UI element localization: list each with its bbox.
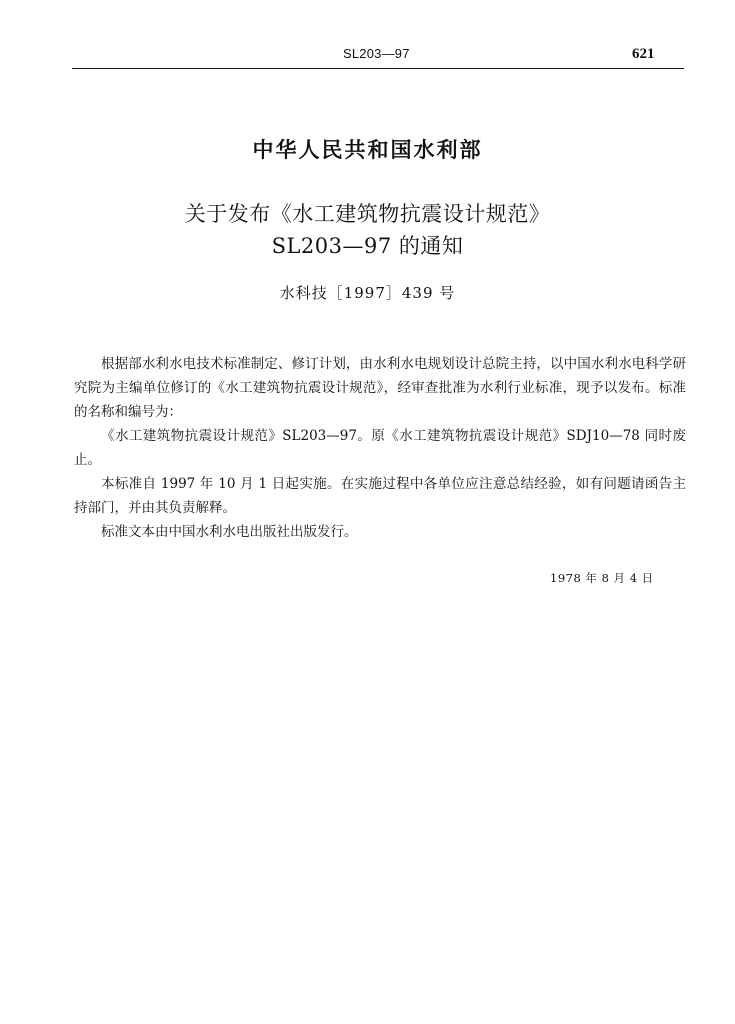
issuing-authority: 中华人民共和国水利部 bbox=[252, 137, 483, 162]
body-paragraph: 《水工建筑物抗震设计规范》SL203—97。原《水工建筑物抗震设计规范》SDJ10—78 同时废止。 bbox=[74, 428, 686, 468]
header-standard-code: SL203—97 bbox=[343, 46, 410, 61]
document-number: 水科技［1997］439 号 bbox=[279, 284, 456, 302]
issue-date: 1978 年 8 月 4 日 bbox=[550, 571, 654, 585]
header-divider bbox=[72, 68, 684, 69]
body-paragraph: 本标准自 1997 年 10 月 1 日起实施。在实施过程中各单位应注意总结经验，如有问题请函告主持部门，并由其负责解释。 bbox=[74, 476, 686, 516]
notice-title-line-1: 关于发布《水工建筑物抗震设计规范》 bbox=[184, 202, 551, 226]
body-paragraph: 根据部水利水电技术标准制定、修订计划，由水利水电规划设计总院主持，以中国水利水电科学研究院为主编单位修订的《水工建筑物抗震设计规范》，经审查批准为水利行业标准，现予以发布。标准的名称和编号为： bbox=[74, 356, 686, 420]
header-page-number: 621 bbox=[632, 46, 655, 62]
notice-body bbox=[74, 352, 686, 544]
body-paragraph: 标准文本由中国水利水电出版社出版发行。 bbox=[101, 524, 358, 540]
notice-title-line-2: SL203—97 的通知 bbox=[271, 234, 464, 258]
